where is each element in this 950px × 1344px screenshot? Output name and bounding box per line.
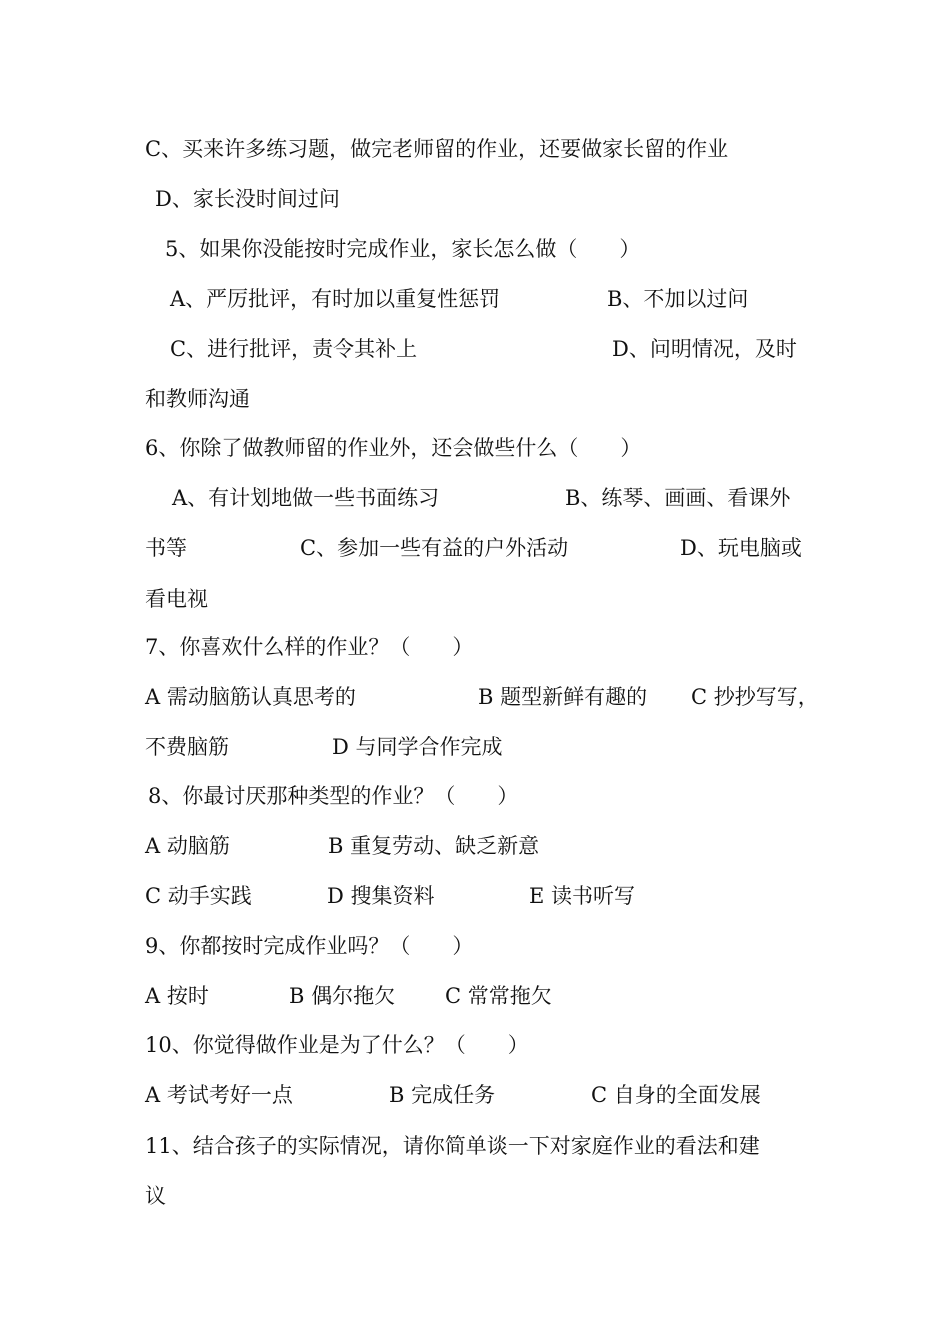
question-text: 5、如果你没能按时完成作业，家长怎么做（ ） xyxy=(165,237,641,261)
option-d: D 搜集资料 xyxy=(327,884,435,908)
option-d: D、玩电脑或 xyxy=(680,536,802,560)
question-text: 7、你喜欢什么样的作业？（ ） xyxy=(145,635,474,659)
option-d: D、问明情况，及时 xyxy=(612,337,797,361)
option-a: A 按时 xyxy=(145,984,209,1008)
option-e: E 读书听写 xyxy=(529,884,636,908)
option-c: C 常常拖欠 xyxy=(445,984,552,1008)
continuation-text: 书等 xyxy=(145,536,187,560)
question-text: 6、你除了做教师留的作业外，还会做些什么（ ） xyxy=(145,436,642,460)
continuation-text: 不费脑筋 xyxy=(145,735,229,759)
option-c: C、进行批评，责令其补上 xyxy=(170,337,418,361)
option-a: A 考试考好一点 xyxy=(145,1083,293,1107)
continuation-text: 和教师沟通 xyxy=(145,387,250,411)
option-a: A、严厉批评，有时加以重复性惩罚 xyxy=(170,287,501,311)
option-c: C、参加一些有益的户外活动 xyxy=(300,536,569,560)
question-text: 10、你觉得做作业是为了什么？（ ） xyxy=(145,1033,529,1057)
option-a: A、有计划地做一些书面练习 xyxy=(172,486,440,510)
option-b: B 偶尔拖欠 xyxy=(289,984,396,1008)
continuation-text: 议 xyxy=(145,1184,166,1208)
option-b: B 题型新鲜有趣的 xyxy=(478,685,648,709)
option-c: C、买来许多练习题，做完老师留的作业，还要做家长留的作业 xyxy=(145,137,729,161)
option-b: B、不加以过问 xyxy=(607,287,749,311)
option-c: C 自身的全面发展 xyxy=(591,1083,761,1107)
question-text: 11、结合孩子的实际情况，请你简单谈一下对家庭作业的看法和建 xyxy=(145,1134,760,1158)
option-c: C 抄抄写写， xyxy=(691,685,819,709)
question-text: 9、你都按时完成作业吗？（ ） xyxy=(145,934,474,958)
option-a: A 动脑筋 xyxy=(145,834,230,858)
option-d: D、家长没时间过问 xyxy=(155,187,340,211)
option-c: C 动手实践 xyxy=(145,884,252,908)
option-b: B 重复劳动、缺乏新意 xyxy=(328,834,540,858)
option-b: B、练琴、画画、看课外 xyxy=(565,486,791,510)
option-a: A 需动脑筋认真思考的 xyxy=(145,685,356,709)
continuation-text: 看电视 xyxy=(145,587,208,611)
option-d: D 与同学合作完成 xyxy=(332,735,503,759)
option-b: B 完成任务 xyxy=(389,1083,496,1107)
question-text: 8、你最讨厌那种类型的作业？（ ） xyxy=(148,784,519,808)
